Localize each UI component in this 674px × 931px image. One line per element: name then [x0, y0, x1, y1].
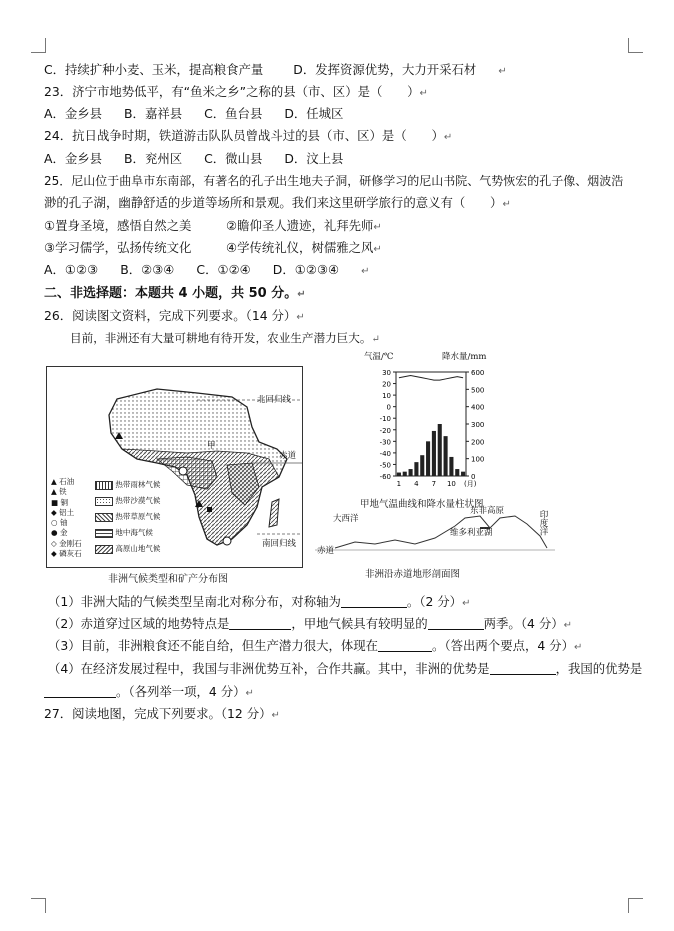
q24-stem: 24．抗日战争时期，铁道游击队队员曾战斗过的县（市、区）是（ ）↵	[44, 128, 453, 143]
precip-bar	[449, 457, 453, 476]
q22-options: C．持续扩种小麦、玉米，提高粮食产量 D．发挥资源优势，大力开采石材 ↵	[44, 62, 507, 77]
q23-option-c: C．鱼台县	[204, 106, 263, 121]
profile-line	[335, 516, 547, 548]
temp-tick-label: -30	[379, 438, 391, 447]
equator-profile	[315, 506, 555, 566]
precip-bar	[461, 472, 465, 476]
climate-chart	[350, 350, 510, 510]
q25-item-2: ②瞻仰圣人遗迹，礼拜先师	[226, 218, 374, 233]
legend-highland-label: 高原山地气候	[115, 544, 161, 553]
answer-blank-2[interactable]	[229, 617, 291, 630]
jia-label: 甲	[207, 441, 216, 451]
month-tick-label: 1	[396, 480, 402, 488]
profile-title: 非洲沿赤道地形剖面图	[365, 569, 461, 580]
legend-mediterranean	[95, 525, 160, 541]
temp-tick-label: -10	[379, 415, 391, 424]
precip-axis-label: 降水量/mm	[442, 352, 487, 362]
temp-axis-label: 气温/℃	[364, 352, 394, 362]
q22-option-d: D．发挥资源优势，大力开采石材	[293, 62, 477, 77]
precip-bar	[414, 462, 418, 476]
answer-blank-6[interactable]	[44, 685, 116, 698]
legend-mediterranean-label: 地中海气候	[115, 528, 153, 537]
africa-climate-map	[46, 366, 303, 568]
q25-options: A．①②③ B．②③④ C．①②④ D．①②③④ ↵	[44, 262, 370, 277]
legend-rainforest-label: 热带雨林气候	[115, 480, 161, 489]
equator-label: 赤道	[279, 451, 297, 461]
q25-stem-line2-text: 渺的孔子湖，幽静舒适的步道等场所和景观。我们来这里研学旅行的意义有（ ）	[44, 195, 503, 210]
q26-sub3: （3）目前，非洲粮食还不能自给，但生产潜力很大，体现在 。（答出两个要点，4 分）↵	[48, 638, 583, 653]
legend-climates	[95, 477, 160, 557]
q24-options	[44, 151, 365, 167]
q26-sub3-text: （3）目前，非洲粮食还不能自给，但生产潜力很大，体现在	[48, 638, 379, 653]
temp-tick-label: -40	[379, 449, 391, 458]
crop-mark-bottom-left	[31, 898, 46, 913]
profile-label-atlantic: 大西洋	[333, 514, 359, 524]
profile-label-equator: 赤道	[317, 546, 335, 556]
uranium-icon	[179, 467, 187, 475]
crop-mark-bottom-right	[628, 898, 643, 913]
copper-icon	[207, 507, 212, 512]
month-unit-label: (月)	[464, 480, 477, 488]
precip-tick-label: 0	[471, 473, 476, 481]
legend-phosphate: ◆ 磷灰石	[51, 549, 82, 559]
q23-options	[44, 106, 365, 122]
q23-option-a: A．金乡县	[44, 106, 103, 121]
precip-tick-label: 500	[471, 386, 485, 395]
legend-gold-label: 金	[59, 528, 68, 538]
section-heading-text: 二、非选择题：本题共 4 小题，共 50 分。	[44, 286, 298, 301]
q23-stem: 23．济宁市地势低平，有“鱼米之乡”之称的县（市、区）是（ ）↵	[44, 84, 428, 99]
legend-savanna	[95, 509, 160, 525]
legend-bauxite-label: 铝土	[59, 507, 75, 517]
answer-blank-1[interactable]	[341, 595, 407, 608]
precip-bar	[438, 424, 442, 476]
temp-tick-label: 20	[382, 380, 391, 389]
q24-option-d: D．汶上县	[284, 151, 344, 166]
q26-sub2-mid: ，甲地气候具有较明显的	[291, 616, 428, 631]
profile-label-victoria: 维多利亚湖	[450, 528, 493, 538]
map-title: 非洲气候类型和矿产分布图	[108, 574, 228, 585]
precip-bar	[432, 431, 436, 476]
precip-bar	[444, 436, 448, 476]
q25-stem-line2: 渺的孔子湖，幽静舒适的步道等场所和景观。我们来这里研学旅行的意义有（ ）↵	[44, 195, 511, 210]
profile-label-east-plateau: 东非高原	[470, 506, 505, 516]
precip-bar	[455, 469, 459, 476]
temp-tick-label: 0	[386, 403, 391, 412]
legend-savanna-label: 热带草原气候	[115, 512, 161, 521]
q23-stem-text: 23．济宁市地势低平，有“鱼米之乡”之称的县（市、区）是（ ）	[44, 84, 420, 99]
q24-option-a: A．金乡县	[44, 151, 103, 166]
answer-blank-4[interactable]	[378, 639, 432, 652]
legend-copper: ■ 铜	[51, 497, 68, 507]
q25-item-3: ③学习儒学，弘扬传统文化	[44, 240, 192, 255]
precip-tick-label: 100	[471, 455, 485, 464]
answer-blank-3[interactable]	[428, 617, 484, 630]
q25-item-4: ④学传统礼仪，树儒雅之风	[226, 240, 374, 255]
q26-sub4	[48, 661, 642, 677]
q26-sub4-score: 。（各列举一项，4 分）	[116, 684, 246, 699]
precip-tick-label: 400	[471, 403, 485, 412]
q23-option-d: D．任城区	[284, 106, 344, 121]
legend-minerals	[51, 477, 82, 559]
q26-intro-text: 目前，非洲还有大量可耕地有待开发，农业生产潜力巨大。	[70, 331, 372, 345]
q25-items-row1: ①置身圣境，感悟自然之美 ②瞻仰圣人遗迹，礼拜先师↵	[44, 218, 382, 233]
legend-diamond-label: 金刚石	[59, 538, 82, 548]
precip-tick-label: 200	[471, 438, 485, 447]
climate-chart-svg	[350, 350, 510, 510]
gold-icon	[223, 537, 231, 545]
precip-tick-label: 600	[471, 369, 485, 377]
q26-sub1-score: 。（2 分）	[406, 594, 463, 609]
q25-option-d: D．①②③④	[272, 262, 340, 277]
legend-oil-label: 石油	[59, 477, 75, 486]
q26-sub1: （1）非洲大陆的气候类型呈南北对称分布，对称轴为 。（2 分）↵	[48, 594, 471, 609]
month-tick-label: 4	[414, 480, 419, 488]
section-heading: 二、非选择题：本题共 4 小题，共 50 分。↵	[44, 286, 306, 301]
q26-intro: 目前，非洲还有大量可耕地有待开发，农业生产潜力巨大。↵	[70, 331, 380, 345]
q26-stem: 26．阅读图文资料，完成下列要求。（14 分）↵	[44, 308, 305, 323]
climate-chart-title: 甲地气温曲线和降水量柱状图	[360, 499, 484, 510]
precip-bar	[420, 455, 424, 476]
q25-option-a: A．①②③	[44, 262, 99, 277]
precip-bar	[403, 472, 407, 476]
q26-stem-text: 26．阅读图文资料，完成下列要求。（14 分）	[44, 308, 297, 323]
q27-stem-text: 27．阅读地图，完成下列要求。（12 分）	[44, 706, 272, 721]
chart-frame	[396, 372, 466, 476]
q24-option-b: B．兖州区	[124, 151, 183, 166]
crop-mark-top-right	[628, 38, 643, 53]
q22-option-c: C．持续扩种小麦、玉米，提高粮食产量	[44, 62, 264, 77]
legend-diamond: ◇ 金刚石	[51, 538, 82, 548]
legend-iron: ▲ 铁	[51, 487, 67, 497]
q24-option-c: C．微山县	[204, 151, 263, 166]
answer-blank-5[interactable]	[490, 662, 556, 675]
legend-highland	[95, 541, 160, 557]
q26-sub1-text: （1）非洲大陆的气候类型呈南北对称分布，对称轴为	[48, 594, 341, 609]
q25-stem-line1: 25．尼山位于曲阜市东南部，有著名的孔子出生地夫子洞，研修学习的尼山书院、气势恢宏的孔子像、烟波浩	[44, 174, 624, 188]
legend-uranium: ○ 铀	[51, 518, 68, 528]
q23-option-b: B．嘉祥县	[124, 106, 183, 121]
temp-tick-label: -60	[379, 473, 391, 481]
legend-gold: ● 金	[51, 528, 68, 538]
precip-tick-label: 300	[471, 421, 485, 429]
legend-phosphate-label: 磷灰石	[59, 549, 82, 559]
crop-mark-top-left	[31, 38, 46, 53]
q24-stem-text: 24．抗日战争时期，铁道游击队队员曾战斗过的县（市、区）是（ ）	[44, 128, 444, 143]
legend-uranium-label: 铀	[59, 518, 68, 528]
precip-bar	[397, 473, 401, 476]
q25-item-1: ①置身圣境，感悟自然之美	[44, 218, 192, 233]
temp-tick-label: -50	[379, 461, 391, 470]
legend-copper-label: 铜	[60, 497, 68, 507]
tropic-north-label: 北回归线	[257, 395, 292, 405]
precip-bar	[426, 441, 430, 476]
q26-sub2-text: （2）赤道穿过区域的地势特点是	[48, 616, 230, 631]
legend-desert-label: 热带沙漠气候	[115, 496, 161, 505]
month-tick-label: 7	[431, 480, 437, 488]
legend-oil: ▲ 石油	[51, 477, 75, 486]
month-tick-label: 10	[446, 480, 456, 488]
q27-stem: 27．阅读地图，完成下列要求。（12 分）↵	[44, 706, 280, 721]
q26-sub2-score: 两季。（4 分）	[483, 616, 564, 631]
madagascar	[269, 499, 279, 527]
q26-sub2: （2）赤道穿过区域的地势特点是 ，甲地气候具有较明显的 两季。（4 分）↵	[48, 616, 573, 631]
q25-option-c: C．①②④	[196, 262, 251, 277]
temp-tick-label: 10	[382, 392, 391, 401]
q26-sub3-score: 。（答出两个要点，4 分）	[432, 638, 574, 653]
temp-tick-label: -20	[379, 426, 391, 435]
q26-sub4-text: （4）在经济发展过程中，我国与非洲优势互补，合作共赢。其中，非洲的优势是	[48, 661, 490, 676]
legend-desert	[95, 493, 160, 509]
tropic-south-label: 南回归线	[262, 539, 297, 549]
q26-sub4-cont: 。（各列举一项，4 分）↵	[44, 684, 254, 702]
profile-label-indian-ocean: 印度洋	[538, 510, 548, 536]
legend-iron-label: 铁	[59, 487, 67, 497]
q26-sub4-mid: ，我国的优势是	[555, 661, 643, 676]
temp-tick-label: 30	[382, 369, 391, 377]
q25-option-b: B．②③④	[120, 262, 175, 277]
precip-bar	[409, 469, 413, 476]
legend-bauxite: ◆ 铝土	[51, 507, 75, 517]
legend-rainforest	[95, 477, 160, 493]
q25-items-row2: ③学习儒学，弘扬传统文化 ④学传统礼仪，树儒雅之风↵	[44, 240, 382, 255]
